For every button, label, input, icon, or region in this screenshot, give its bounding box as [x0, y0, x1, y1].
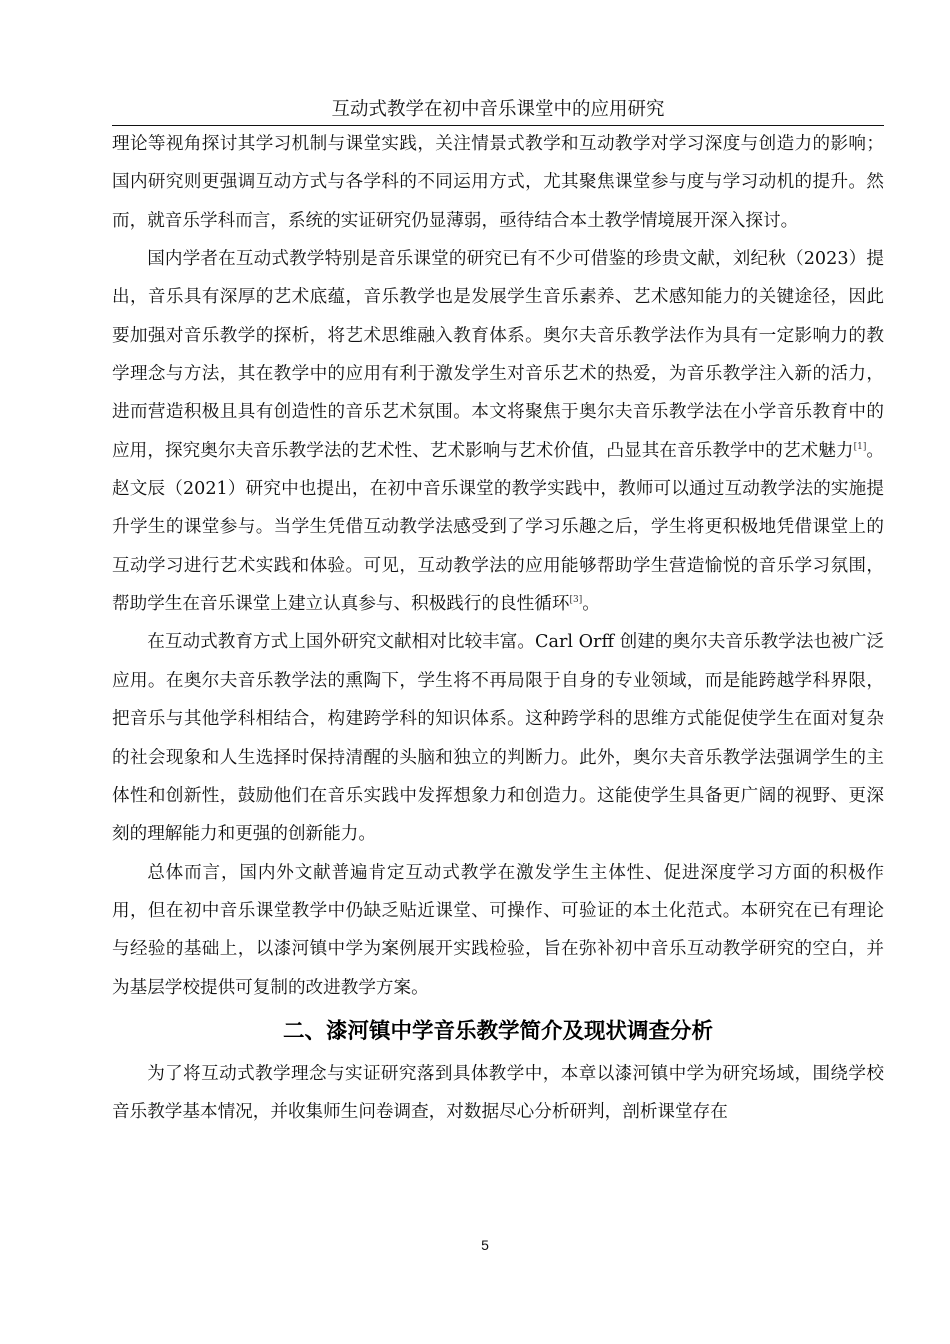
paragraph-continued: 理论等视角探讨其学习机制与课堂实践，关注情景式教学和互动教学对学习深度与创造力的影响；国内研究则更强调互动方式与各学科的不同运用方式，尤其聚焦课堂参与度与学习动机的提升。然而，就音乐学科而言，系统的实证研究仍显薄弱，亟待结合本土教学情境展开深入探讨。 [112, 134, 884, 231]
section-heading: 二、漆河镇中学音乐教学简介及现状调查分析 [282, 1018, 713, 1044]
paragraph-foreign-research: 在互动式教育方式上国外研究文献相对比较丰富。Carl Orff 创建的奥尔夫音乐教学法也被广泛应用。在奥尔夫音乐教学法的熏陶下，学生将不再局限于自身的专业领域，而是能跨越学科界限，把音乐与其他学科相结合，构建跨学科的知识体系。这种跨学科的思维方式能促使学生在面对复杂的社会现象和人生选择时保持清醒的头脑和独立的判断力。此外，奥尔夫音乐教学法强调学生的主体性和创新性，鼓励他们在音乐实践中发挥想象力和创造力。这能使学生具备更广阔的视野、更深刻的理解能力和更强的创新能力。 [112, 632, 884, 845]
paragraph-text: 。赵文辰（2021）研究中也提出，在初中音乐课堂的教学实践中，教师可以通过互动教学法的实施提升学生的课堂参与。当学生凭借互动教学法感受到了学习乐趣之后，学生将更积极地凭借课堂上的互动学习进行艺术实践和体验。可见，互动教学法的应用能够帮助学生营造愉悦的音乐学习氛围，帮助学生在音乐课堂上建立认真参与、积极践行的良性循环 [112, 440, 884, 615]
paragraph-chapter-intro: 为了将互动式教学理念与实证研究落到具体教学中，本章以漆河镇中学为研究场域，围绕学校音乐教学基本情况，并收集师生问卷调查，对数据尽心分析研判，剖析课堂存在 [112, 1063, 884, 1123]
body-text [112, 125, 884, 1132]
paragraph-summary: 总体而言，国内外文献普遍肯定互动式教学在激发学生主体性、促进深度学习方面的积极作用，但在初中音乐课堂教学中仍缺乏贴近课堂、可操作、可验证的本土化范式。本研究在已有理论与经验的基础上，以漆河镇中学为案例展开实践检验，旨在弥补初中音乐互动教学研究的空白，并为基层学校提供可复制的改进教学方案。 [112, 862, 884, 998]
running-header-title: 互动式教学在初中音乐课堂中的应用研究 [331, 99, 665, 120]
page-number: 5 [481, 1237, 489, 1253]
paragraph-domestic-research [112, 240, 884, 623]
citation-superscript: [3] [569, 595, 583, 606]
citation-superscript: [1] [853, 441, 867, 452]
paragraph-text: 国内学者在互动式教学特别是音乐课堂的研究已有不少可借鉴的珍贵文献，刘纪秋（2023）提出，音乐具有深厚的艺术底蕴，音乐教学也是发展学生音乐素养、艺术感知能力的关键途径，因此要加强对音乐教学的探析，将艺术思维融入教育体系。奥尔夫音乐教学法作为具有一定影响力的教学理念与方法，其在教学中的应用有利于激发学生对音乐艺术的热爱，为音乐教学注入新的活力，进而营造积极且具有创造性的音乐艺术氛围。本文将聚焦于奥尔夫音乐教学法在小学音乐教育中的应用，探究奥尔夫音乐教学法的艺术性、艺术影响与艺术价值，凸显其在音乐教学中的艺术魅力 [112, 249, 884, 461]
paragraph-text: 。 [582, 594, 600, 615]
